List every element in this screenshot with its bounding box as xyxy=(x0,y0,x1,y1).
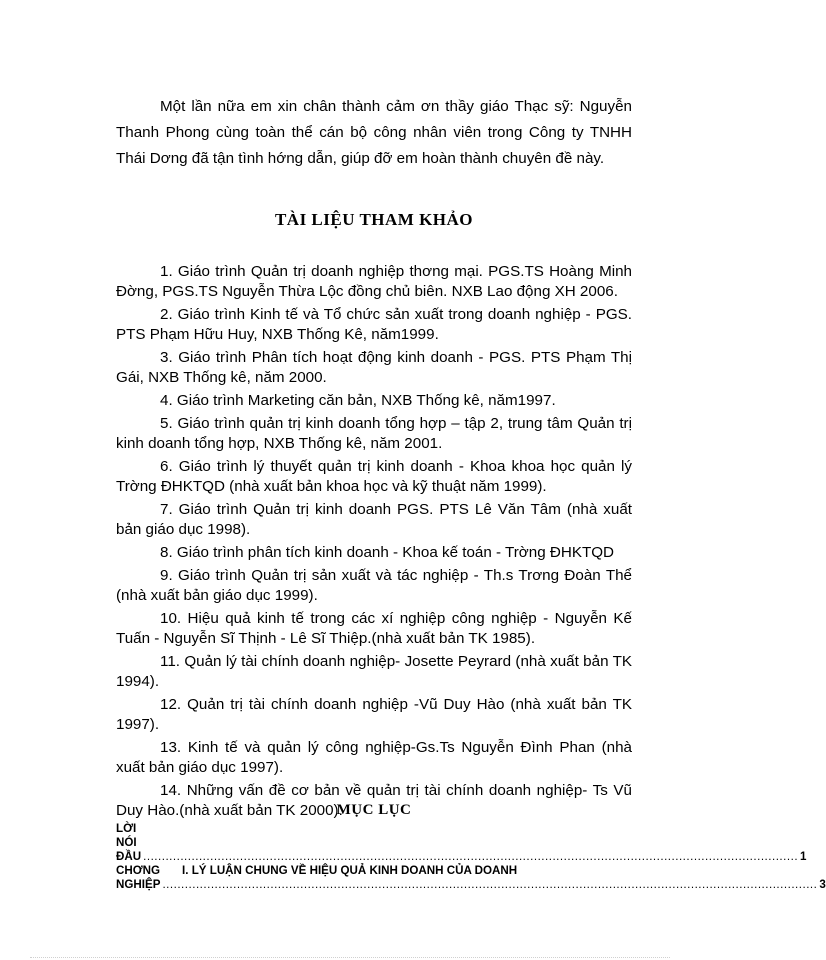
page-bottom-rule xyxy=(30,957,670,958)
reference-item: 12. Quản trị tài chính doanh nghiệp -Vũ Duy Hào (nhà xuất bản TK 1997). xyxy=(116,696,632,733)
reference-item: 14. Những vấn đề cơ bản về quản trị tài chính doanh nghiệp- Ts Vũ Duy Hào.(nhà xuất bản TK 2000). xyxy=(116,782,632,819)
reference-item: 5. Giáo trình quản trị kinh doanh tổng hợp – tập 2, trung tâm Quản trị kinh doanh tổng hợp, NXB Thống kê, năm 2001. xyxy=(116,415,632,452)
reference-item: 10. Hiệu quả kinh tế trong các xí nghiệp công nghiệp - Nguyễn Kế Tuấn - Nguyễn Sĩ Thịnh - Lê Sĩ Thiệp.(nhà xuất bản TK 1985). xyxy=(116,610,632,647)
reference-item: 9. Giáo trình Quản trị sản xuất và tác nghiệp - Th.s Trơng Đoàn Thể (nhà xuất bản giáo dục 1999). xyxy=(116,567,632,604)
table-of-contents xyxy=(116,822,826,892)
reference-item: 6. Giáo trình lý thuyết quản trị kinh doanh - Khoa khoa học quản lý Trờng ĐHKTQD (nhà xuất bản khoa học và kỹ thuật năm 1999). xyxy=(116,458,632,495)
reference-item: 2. Giáo trình Kinh tế và Tổ chức sản xuất trong doanh nghiệp - PGS. PTS Phạm Hữu Huy, NXB Thống Kê, năm1999. xyxy=(116,306,632,343)
reference-item: 8. Giáo trình phân tích kinh doanh - Khoa kế toán - Trờng ĐHKTQD xyxy=(160,544,615,561)
toc-entry-label: LỜI NÓI ĐẦU xyxy=(116,822,142,863)
toc-page-number: 1 xyxy=(800,850,807,863)
reference-item: 4. Giáo trình Marketing căn bản, NXB Thống kê, năm1997. xyxy=(160,392,556,409)
toc-chapter-prefix: CHƠNG xyxy=(116,864,161,877)
acknowledgement-paragraph: Một lần nữa em xin chân thành cảm ơn thầy giáo Thạc sỹ: Nguyễn Thanh Phong cùng toàn thể cán bộ công nhân viên trong Công ty TNHH Thái Dơng đã tận tình hớng dẫn, giúp đỡ em hoàn thành chuyên đề này. xyxy=(116,98,632,167)
references-heading: TÀI LIỆU THAM KHẢO xyxy=(274,210,474,229)
toc-entry-intro[interactable] xyxy=(116,822,807,864)
reference-item: 1. Giáo trình Quản trị doanh nghiệp thơng mại. PGS.TS Hoàng Minh Đờng, PGS.TS Nguyễn Thừa Lộc đồng chủ biên. NXB Lao động XH 2006. xyxy=(116,263,632,300)
toc-heading: MỤC LỤC xyxy=(336,802,412,818)
reference-item: 13. Kinh tế và quản lý công nghiệp-Gs.Ts Nguyễn Đình Phan (nhà xuất bản giáo dục 1997). xyxy=(116,739,632,776)
reference-item: 7. Giáo trình Quản trị kinh doanh PGS. PTS Lê Văn Tâm (nhà xuất bản giáo dục 1998). xyxy=(116,501,632,538)
toc-page-number: 3 xyxy=(819,878,826,891)
toc-chapter-title-continuation: NGHIỆP xyxy=(116,878,161,891)
toc-entry-chapter-1-continuation[interactable] xyxy=(116,878,826,892)
reference-item: 3. Giáo trình Phân tích hoạt động kinh doanh - PGS. PTS Phạm Thị Gái, NXB Thống kê, năm 2000. xyxy=(116,349,632,386)
toc-entry-chapter-1[interactable] xyxy=(116,864,636,878)
references-list xyxy=(116,262,632,824)
toc-leader-dots: ................................................................................................................................................................................ xyxy=(143,850,799,863)
toc-chapter-title: I. LÝ LUẬN CHUNG VỀ HIỆU QUẢ KINH DOANH CỦA DOANH xyxy=(182,864,518,877)
reference-item: 11. Quản lý tài chính doanh nghiệp- Josette Peyrard (nhà xuất bản TK 1994). xyxy=(116,653,632,690)
toc-leader-dots: ................................................................................................................................................................................ xyxy=(162,878,818,891)
